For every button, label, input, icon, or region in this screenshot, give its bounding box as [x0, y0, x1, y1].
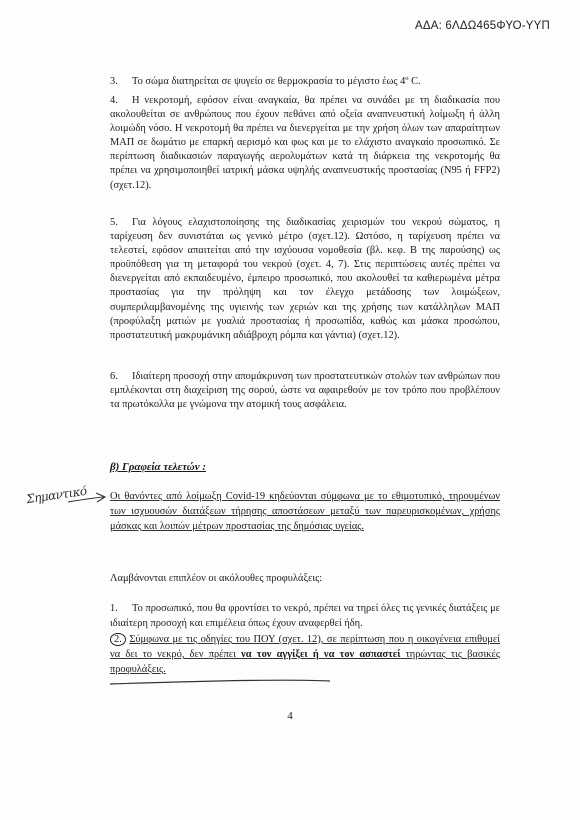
- handwritten-note: Σημαντικό: [25, 483, 88, 507]
- item-text-bold: να τον αγγίξει ή να τον ασπαστεί: [241, 649, 401, 660]
- ada-code: ΑΔΑ: 6ΛΔΩ465ΦΥΟ-ΥΥΠ: [414, 20, 550, 32]
- item-number: 3.: [110, 76, 118, 87]
- pen-underline: [110, 680, 330, 684]
- item-number: 1.: [110, 603, 118, 614]
- item-number: 5.: [110, 217, 118, 228]
- item-5: [110, 216, 500, 343]
- section-b-intro: [110, 489, 500, 534]
- item-text-a: Σύμφωνα με τις οδηγίες του ΠΟΥ (σχετ. 12), σε περίπτωση που η οικογένεια επιθυμεί να δει το νεκρό, δεν πρέπει: [110, 634, 500, 660]
- intro-text: Οι θανόντες από λοίμωξη Covid-19 κηδεύονται σύμφωνα με το εθιμοτυπικό, τηρουμένων των ισχυουσών διατάξεων τήρησης αποστάσεων μεταξύ των παρευρισκομένων, χρήσης μάσκας και λοιπών μέτρων προστασίας της δημόσιας υγείας.: [110, 491, 500, 532]
- precaution-2: [110, 632, 500, 677]
- item-4: [110, 94, 500, 193]
- item-number: 6.: [110, 371, 118, 382]
- item-number: 4.: [110, 95, 118, 106]
- item-text: Το σώμα διατηρείται σε ψυγείο σε θερμοκρασία το μέγιστο έως 4º C.: [132, 76, 421, 87]
- precaution-1: [110, 601, 500, 631]
- item-text: Η νεκροτομή, εφόσον είναι αναγκαία, θα πρέπει να συνάδει με τη διαδικασία που ακολουθείται σε ανθρώπους που έχουν πεθάνει από οξεία αναπνευστική λοίμωξη ή άλλη λοιμώδη νόσο. Η νεκροτομή θα πρέπει να διενεργείται με την χρήση όλων των απαραίτητων ΜΑΠ σε δωμάτιο με επαρκή αερισμό και φως και με το ελάχιστο αναγκαίο προσωπικό. Σε περίπτωση διαδικασιών παραγωγής αερολυμάτων κατά τη διάρκεια της νεκροτομής θα πρέπει να χρησιμοποιηθεί ιατρική μάσκα υψηλής αναπνευστικής προστασίας (Ν95 ή FFP2) (σχετ.12).: [110, 95, 500, 191]
- item-text: Ιδιαίτερη προσοχή στην απομάκρυνση των προστατευτικών στολών των ανθρώπων που εμπλέκονται στη διαχείριση της σορού, ώστε να αφαιρεθούν με τον τρόπο που προβλέπουν τα πρωτόκολλα με γνώμονα την ατομική τους ασφάλεια.: [110, 371, 500, 411]
- item-text: Το προσωπικό, που θα φροντίσει το νεκρό, πρέπει να τηρεί όλες τις γενικές διατάξεις με ιδιαίτερη προσοχή και επιμέλεια όπως έχουν αναφερθεί ήδη.: [110, 603, 500, 629]
- section-b-heading: β) Γραφεία τελετών :: [110, 461, 207, 473]
- section-b-lead: Λαμβάνονται επιπλέον οι ακόλουθες προφυλάξεις:: [110, 573, 323, 584]
- item-3: [110, 75, 500, 89]
- item-6: [110, 370, 500, 412]
- circled-number: 2.: [110, 633, 126, 646]
- item-text-b: τηρώντας τις βασικές προφυλάξεις.: [110, 649, 500, 675]
- item-text: Για λόγους ελαχιστοποίησης της διαδικασίας χειρισμών του νεκρού σώματος, η ταρίχευση δεν συνιστάται ως γενικό μέτρο (σχετ.12). Ωστόσο, η ταρίχευση πρέπει να τελεστεί, εφόσον απαιτείται από την ισχύουσα νομοθεσία (βλ. κεφ. Β της παρούσης) ως προϋπόθεση για τη μεταφορά του νεκρού (σχετ. 4, 7). Στις περιπτώσεις αυτές πρέπει να διενεργείται από εκπαιδευμένο, έμπειρο προσωπικό, που ακολουθεί τα καθιερωμένα μέτρα προστασίας για την πρόληψη και τον έλεγχο μετάδοσης των λοιμώξεων, συμπεριλαμβανομένης της υγιεινής των χεριών και της χρήσης των κατάλληλων ΜΑΠ (προφύλαξη ματιών με γυαλιά προστασίας ή προσωπίδα, καθώς και μάσκα προσώπου, προστατευτική μακρυμάνικη αδιάβροχη ρόμπα και γάντια) (σχετ.12).: [110, 217, 500, 341]
- page-number: 4: [287, 710, 293, 722]
